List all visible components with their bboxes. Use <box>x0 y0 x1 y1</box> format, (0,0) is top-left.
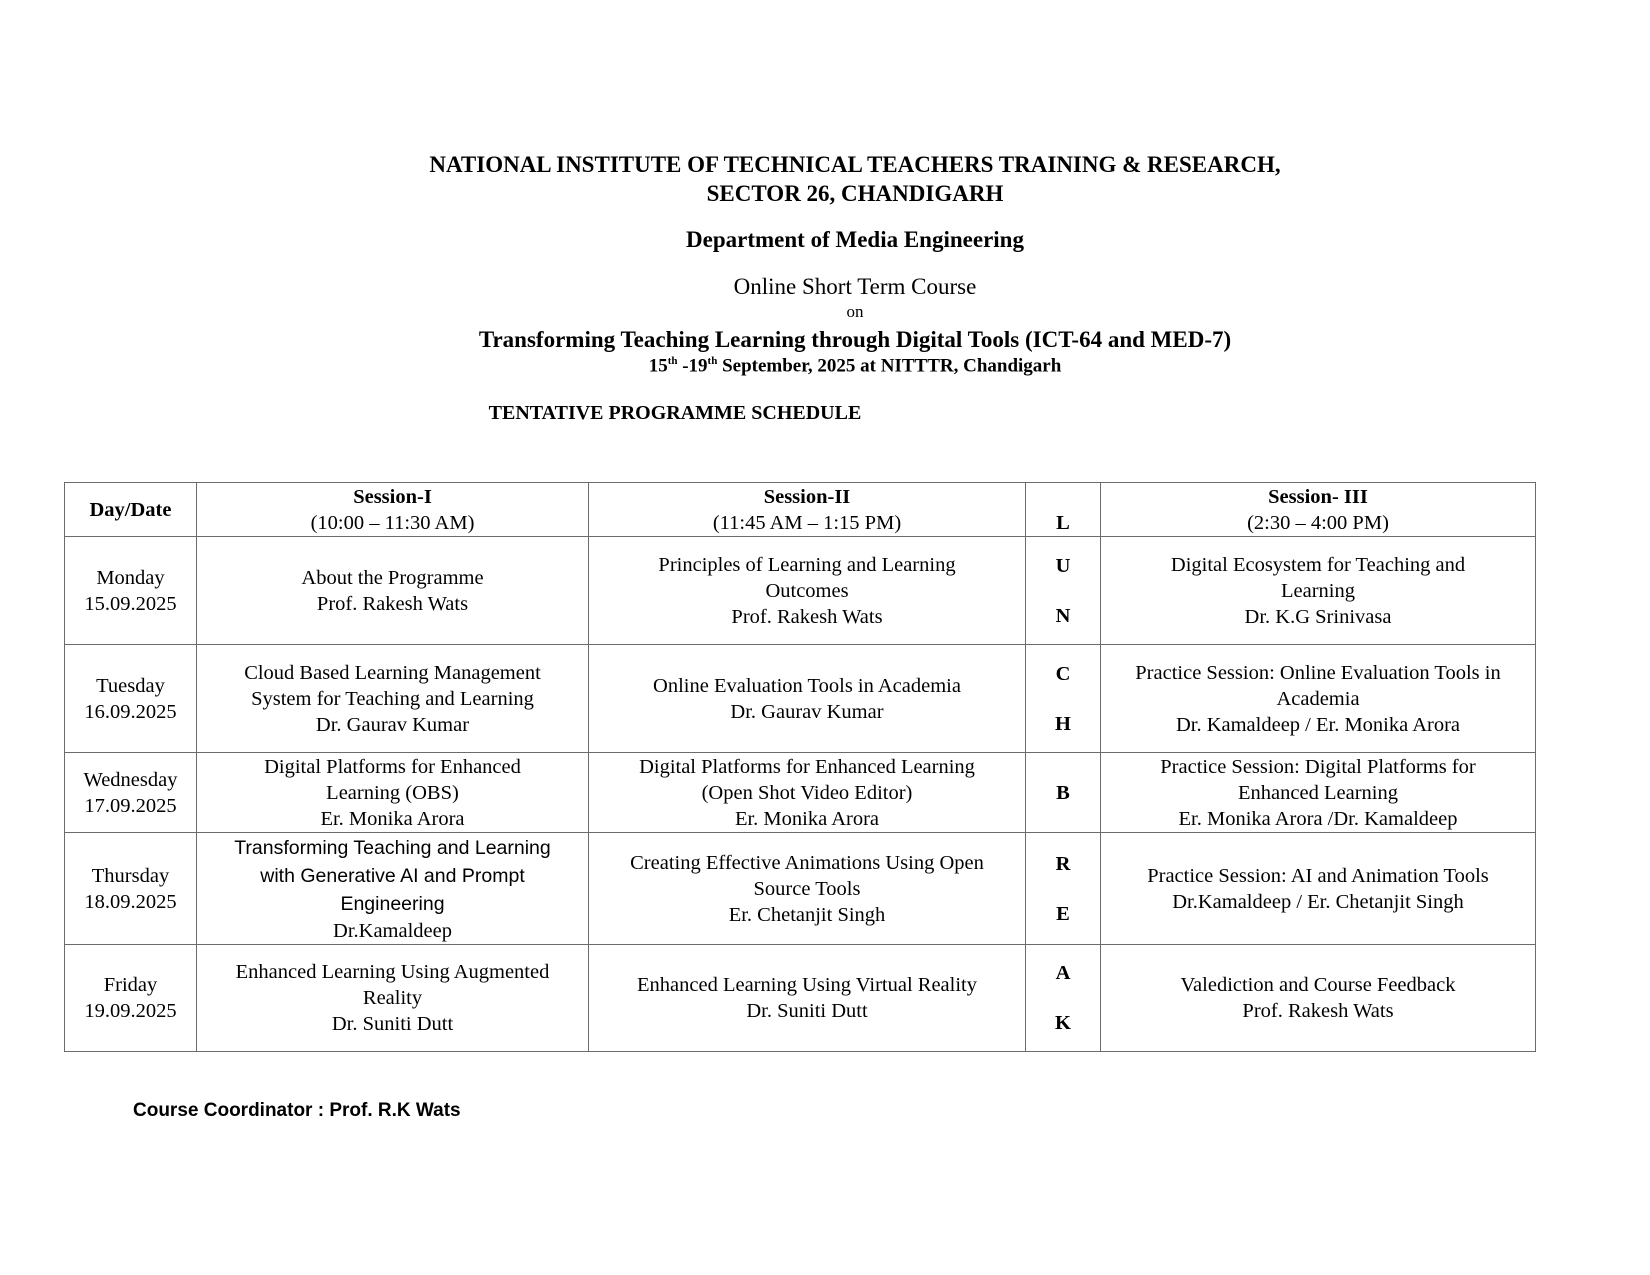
table-header-row <box>65 483 1536 537</box>
session-1-cell: About the Programme Prof. Rakesh Wats <box>197 537 589 645</box>
session-3-cell: Practice Session: Digital Platforms for Enhanced Learning Er. Monika Arora /Dr. Kamaldeep <box>1101 753 1536 833</box>
day-cell: Thursday 18.09.2025 <box>65 833 197 945</box>
lunch-letter: R <box>1055 852 1071 875</box>
lunch-letter: L <box>1056 512 1070 534</box>
course-type: Online Short Term Course <box>733 274 977 299</box>
lunch-cell <box>1026 833 1101 945</box>
on-label: on <box>846 302 864 321</box>
header-session-1: Session-I (10:00 – 11:30 AM) <box>197 483 589 537</box>
session-2-cell: Principles of Learning and Learning Outcomes Prof. Rakesh Wats <box>589 537 1026 645</box>
lunch-letter: B <box>1056 781 1070 804</box>
institute-address: SECTOR 26, CHANDIGARH <box>706 181 1004 206</box>
session-2-cell: Creating Effective Animations Using Open Source Tools Er. Chetanjit Singh <box>589 833 1026 945</box>
lunch-cell <box>1026 945 1101 1052</box>
course-dates <box>0 355 1650 377</box>
lunch-letter: N <box>1055 604 1071 627</box>
department-name: Department of Media Engineering <box>686 227 1024 252</box>
session-2-cell: Digital Platforms for Enhanced Learning (Open Shot Video Editor) Er. Monika Arora <box>589 753 1026 833</box>
session-2-cell: Online Evaluation Tools in Academia Dr. Gaurav Kumar <box>589 645 1026 753</box>
day-cell: Wednesday 17.09.2025 <box>65 753 197 833</box>
day-cell: Tuesday 16.09.2025 <box>65 645 197 753</box>
session-1-cell: Transforming Teaching and Learning with Generative AI and Prompt Engineering Dr.Kamaldeep <box>197 833 589 945</box>
lunch-cell <box>1026 753 1101 833</box>
course-coordinator: Course Coordinator : Prof. R.K Wats <box>133 1100 461 1121</box>
date-end-suffix: th <box>707 355 718 367</box>
lunch-letter: H <box>1055 712 1071 735</box>
session-2-cell: Enhanced Learning Using Virtual Reality Dr. Suniti Dutt <box>589 945 1026 1052</box>
session-1-cell: Cloud Based Learning Management System for Teaching and Learning Dr. Gaurav Kumar <box>197 645 589 753</box>
header-session-3: Session- III (2:30 – 4:00 PM) <box>1101 483 1536 537</box>
session-1-cell: Digital Platforms for Enhanced Learning (OBS) Er. Monika Arora <box>197 753 589 833</box>
table-row <box>65 753 1536 833</box>
schedule-table <box>64 482 1536 1052</box>
session-3-cell: Valediction and Course Feedback Prof. Rakesh Wats <box>1101 945 1536 1052</box>
lunch-cell <box>1026 645 1101 753</box>
session-1-cell: Enhanced Learning Using Augmented Reality Dr. Suniti Dutt <box>197 945 589 1052</box>
lunch-cell <box>1026 483 1101 537</box>
date-rest: September, 2025 at NITTTR, Chandigarh <box>717 355 1062 377</box>
course-title: Transforming Teaching Learning through Digital Tools (ICT-64 and MED-7) <box>478 327 1232 352</box>
table-row <box>65 945 1536 1052</box>
table-row <box>65 833 1536 945</box>
header-session-2: Session-II (11:45 AM – 1:15 PM) <box>589 483 1026 537</box>
session-3-cell: Digital Ecosystem for Teaching and Learning Dr. K.G Srinivasa <box>1101 537 1536 645</box>
day-cell: Monday 15.09.2025 <box>65 537 197 645</box>
lunch-letter: C <box>1055 662 1071 685</box>
lunch-letter: U <box>1055 554 1071 577</box>
day-cell: Friday 19.09.2025 <box>65 945 197 1052</box>
lunch-letter: K <box>1055 1012 1071 1034</box>
lunch-cell <box>1026 537 1101 645</box>
lunch-letter: E <box>1056 902 1070 925</box>
date-start-suffix: th <box>667 355 678 367</box>
table-row <box>65 537 1536 645</box>
schedule-title: TENTATIVE PROGRAMME SCHEDULE <box>488 402 862 424</box>
lunch-letter: A <box>1055 962 1071 984</box>
header-daydate: Day/Date <box>65 483 197 537</box>
table-row <box>65 645 1536 753</box>
institute-name: NATIONAL INSTITUTE OF TECHNICAL TEACHERS TRAINING & RESEARCH, <box>429 152 1281 177</box>
session-3-cell: Practice Session: AI and Animation Tools Dr.Kamaldeep / Er. Chetanjit Singh <box>1101 833 1536 945</box>
date-separator: -19 <box>677 355 708 377</box>
session-3-cell: Practice Session: Online Evaluation Tools in Academia Dr. Kamaldeep / Er. Monika Arora <box>1101 645 1536 753</box>
date-start: 15 <box>648 355 668 377</box>
